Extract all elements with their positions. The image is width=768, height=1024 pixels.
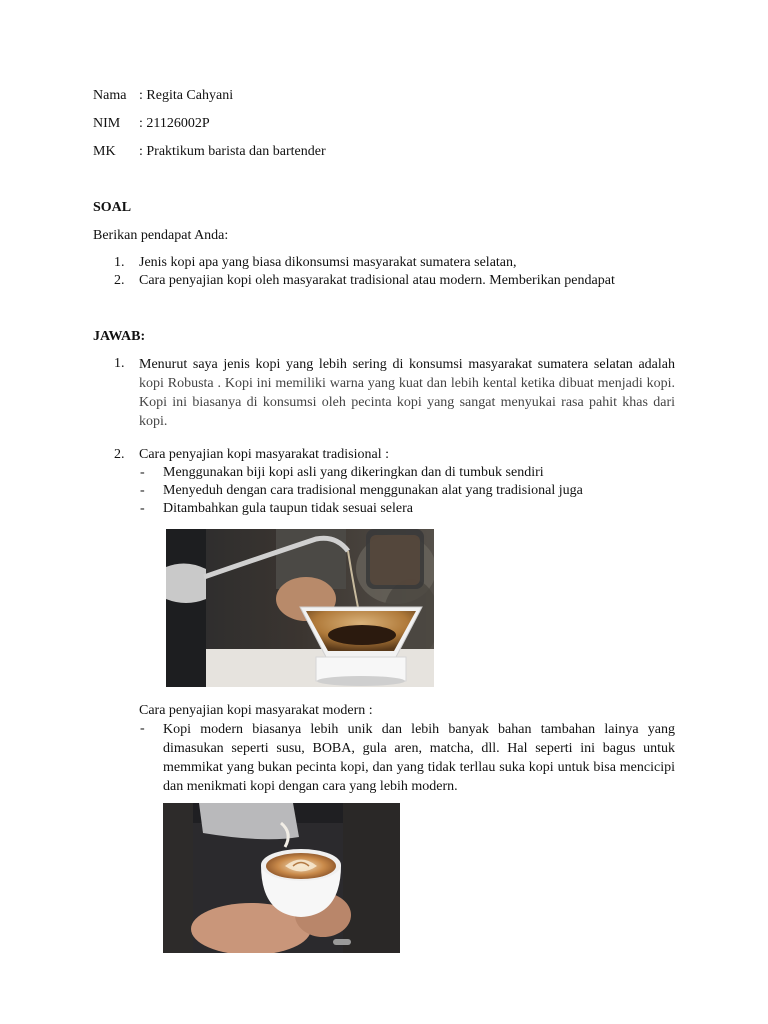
latte-art-illustration — [163, 803, 400, 953]
pour-over-coffee-illustration — [166, 529, 434, 687]
nama-label: Nama — [93, 88, 127, 103]
answer-1-text-b: kopi Robusta . Kopi ini memiliki warna yang kuat dan lebih kental ketika dibuat menjadi kopi. Kopi ini biasanya di konsumsi oleh pecinta kopi yang sangat menyukai rasa pahit khas dari kopi. — [139, 376, 675, 429]
traditional-bullet-3-text: Ditambahkan gula taupun tidak sesuai selera — [163, 501, 413, 516]
nama-row — [93, 87, 233, 105]
latte-art-photo — [163, 803, 400, 953]
nim-row — [93, 115, 210, 133]
traditional-bullet-1-text: Menggunakan biji kopi asli yang dikeringkan dan di tumbuk sendiri — [163, 465, 544, 480]
soal-item-2-text: Cara penyajian kopi oleh masyarakat tradisional atau modern. Memberikan pendapat — [139, 273, 615, 288]
answer-1-num: 1. — [114, 356, 125, 371]
soal-item-1-num: 1. — [114, 255, 125, 270]
modern-title: Cara penyajian kopi masyarakat modern : — [139, 703, 373, 718]
nama-value: : Regita Cahyani — [139, 88, 234, 103]
answer-1-text — [139, 355, 675, 431]
bullet-dash: - — [140, 721, 145, 736]
mk-row — [93, 143, 326, 161]
bullet-dash: - — [140, 501, 145, 516]
answer-2-title: Cara penyajian kopi masyarakat tradisional : — [139, 447, 389, 462]
answer-2-num: 2. — [114, 447, 125, 462]
modern-bullet-text: Kopi modern biasanya lebih unik dan lebih banyak bahan tambahan lainya yang dimasukan seperti susu, BOBA, gula aren, matcha, dll. Hal seperti ini bagus untuk memmikat yang bukan pecinta kopi, dan yang tidak terllau suka kopi untuk bisa mencicipi dan menikmati kopi dengan cara yang lebih modern. — [163, 722, 675, 794]
answer-1-text-a: Menurut saya jenis kopi yang lebih sering di konsumsi masyarakat sumatera selatan adalah — [139, 357, 675, 372]
mk-label: MK — [93, 144, 116, 159]
nim-label: NIM — [93, 116, 121, 131]
mk-value: : Praktikum barista dan bartender — [139, 144, 326, 159]
soal-intro: Berikan pendapat Anda: — [93, 228, 229, 243]
soal-heading: SOAL — [93, 200, 132, 215]
bullet-dash: - — [140, 483, 145, 498]
soal-item-2-num: 2. — [114, 273, 125, 288]
nim-value: : 21126002P — [139, 116, 210, 131]
bullet-dash: - — [140, 465, 145, 480]
pour-over-coffee-photo — [166, 529, 434, 687]
jawab-heading: JAWAB: — [93, 329, 146, 344]
soal-item-1-text: Jenis kopi apa yang biasa dikonsumsi masyarakat sumatera selatan, — [139, 255, 517, 270]
traditional-bullet-2-text: Menyeduh dengan cara tradisional menggunakan alat yang tradisional juga — [163, 483, 583, 498]
